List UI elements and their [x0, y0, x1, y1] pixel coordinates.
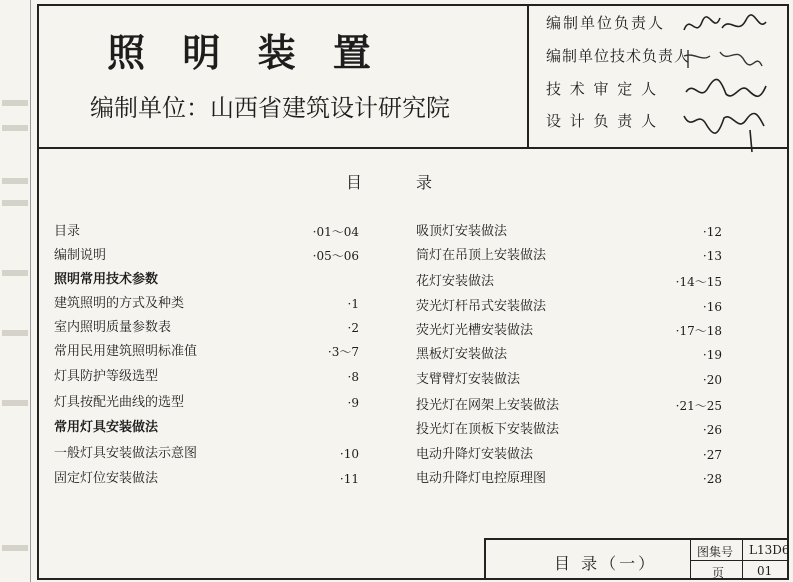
signature-image — [680, 74, 770, 106]
atlas-number-label: 图集号 — [697, 545, 734, 559]
toc-entry — [416, 297, 722, 317]
footer-left-line — [484, 538, 486, 580]
toc-entry-page: ·13 — [702, 249, 722, 263]
binding-line — [30, 0, 31, 582]
toc-entry-label: 目录 — [54, 224, 81, 239]
toc-entry-label: 电动升降灯安装做法 — [416, 447, 534, 462]
toc-entry-label: 电动升降灯电控原理图 — [416, 471, 547, 486]
toc-entry — [54, 367, 359, 387]
strip-mark — [2, 178, 28, 184]
toc-entry-label: 投光灯在顶板下安装做法 — [416, 422, 560, 437]
toc-entry — [416, 272, 722, 292]
toc-entry-page: ·01～04 — [312, 225, 359, 239]
page-label: 页 — [712, 566, 725, 580]
footer-row-line — [690, 560, 789, 561]
footer-divider — [742, 538, 743, 580]
page-number: 01 — [757, 564, 773, 578]
toc-entry — [54, 246, 359, 266]
toc-entry-label: 黑板灯安装做法 — [416, 347, 508, 362]
toc-entry — [54, 444, 359, 464]
strip-mark — [2, 200, 28, 206]
toc-entry-label: 室内照明质量参数表 — [54, 320, 172, 335]
toc-entry-page: ·1 — [347, 297, 359, 311]
toc-entry-page: ·3～7 — [327, 345, 359, 359]
toc-entry-page: ·28 — [702, 472, 722, 486]
toc-entry-label: 吸顶灯安装做法 — [416, 224, 508, 239]
toc-entry — [416, 420, 722, 440]
toc-entry-page: ·8 — [347, 370, 359, 384]
strip-mark — [2, 125, 28, 131]
strip-mark — [2, 545, 28, 551]
toc-entry-page: ·27 — [702, 448, 722, 462]
toc-heading: 目 — [346, 173, 363, 192]
footer-divider — [690, 538, 691, 580]
toc-section-heading — [54, 418, 359, 438]
toc-heading: 录 — [416, 173, 433, 192]
toc-entry — [416, 345, 722, 365]
strip-mark — [2, 400, 28, 406]
toc-entry-label: 常用民用建筑照明标准值 — [54, 344, 198, 359]
toc-entry-label: 固定灯位安装做法 — [54, 471, 159, 486]
toc-entry — [54, 222, 359, 242]
toc-entry-label: 荧光灯光槽安装做法 — [416, 323, 534, 338]
toc-entry-label: 灯具按配光曲线的选型 — [54, 395, 185, 410]
responsibility-label: 设 计 负 责 人 — [546, 112, 659, 130]
toc-entry — [54, 294, 359, 314]
strip-mark — [2, 330, 28, 336]
toc-entry-page: ·10 — [339, 447, 359, 461]
strip-mark — [2, 100, 28, 106]
toc-entry-label: 灯具防护等级选型 — [54, 369, 159, 384]
toc-entry-page: ·16 — [702, 300, 722, 314]
signature-image — [680, 10, 770, 42]
toc-entry-label: 筒灯在吊顶上安装做法 — [416, 248, 547, 263]
header-divider — [37, 147, 789, 149]
toc-entry — [416, 222, 722, 242]
toc-entry-label: 编制说明 — [54, 248, 107, 263]
toc-entry-label: 荧光灯杆吊式安装做法 — [416, 299, 547, 314]
toc-entry — [416, 321, 722, 341]
responsibility-label: 编制单位技术负责人 — [546, 47, 691, 65]
toc-entry-page: ·19 — [702, 348, 722, 362]
toc-entry — [54, 342, 359, 362]
responsibility-label: 技 术 审 定 人 — [546, 80, 659, 98]
toc-entry-page: ·14～15 — [675, 275, 722, 289]
toc-section-label: 常用灯具安装做法 — [54, 420, 159, 435]
toc-entry — [54, 393, 359, 413]
toc-entry-page: ·17～18 — [675, 324, 722, 338]
toc-entry-label: 一般灯具安装做法示意图 — [54, 446, 198, 461]
toc-entry-page: ·26 — [702, 423, 722, 437]
toc-entry — [416, 469, 722, 489]
main-title: 照 明 装 置 — [107, 30, 383, 75]
toc-entry-label: 支臂臂灯安装做法 — [416, 372, 521, 387]
toc-entry — [416, 445, 722, 465]
toc-entry-page: ·11 — [339, 472, 359, 486]
sheet-title: 目 录（一） — [554, 554, 658, 573]
toc-entry-page: ·20 — [702, 373, 722, 387]
toc-entry — [416, 396, 722, 416]
signature-image — [680, 106, 770, 154]
toc-entry — [54, 318, 359, 338]
toc-entry-page: ·12 — [702, 225, 722, 239]
title-block-divider — [527, 4, 529, 149]
toc-entry-page: ·9 — [347, 396, 359, 410]
toc-section-label: 照明常用技术参数 — [54, 272, 159, 287]
compiler-line: 编制单位：山西省建筑设计研究院 — [90, 94, 450, 122]
toc-section-heading — [54, 270, 359, 290]
toc-entry — [54, 469, 359, 489]
signature-image — [680, 42, 770, 74]
footer-top-line — [484, 538, 789, 540]
toc-entry-label: 建筑照明的方式及种类 — [54, 296, 185, 311]
strip-mark — [2, 270, 28, 276]
toc-entry-page: ·05～06 — [312, 249, 359, 263]
toc-entry-label: 花灯安装做法 — [416, 274, 495, 289]
toc-entry — [416, 246, 722, 266]
binding-strip — [0, 0, 36, 582]
atlas-number-value: L13D6 — [749, 543, 790, 557]
responsibility-label: 编制单位负责人 — [546, 14, 666, 32]
toc-entry-page: ·2 — [347, 321, 359, 335]
toc-entry-page: ·21～25 — [675, 399, 722, 413]
toc-entry — [416, 370, 722, 390]
toc-entry-label: 投光灯在网架上安装做法 — [416, 398, 560, 413]
